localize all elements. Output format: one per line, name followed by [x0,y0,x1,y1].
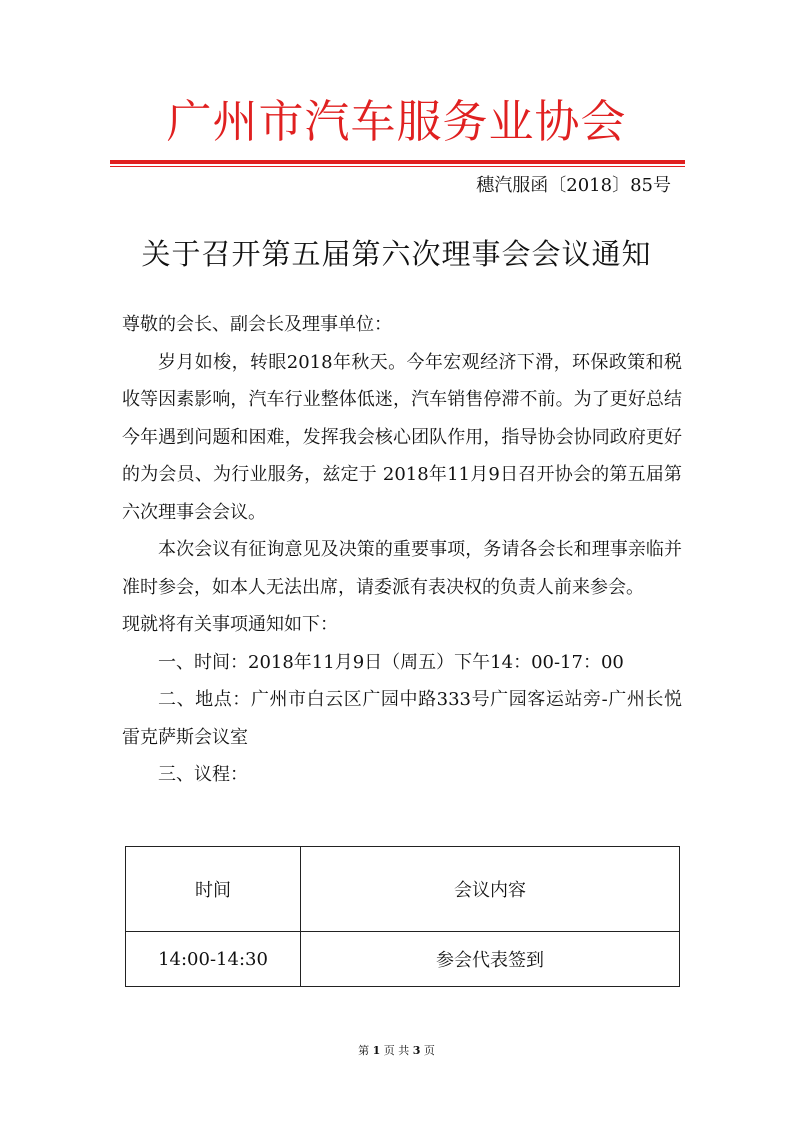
table-row [126,932,680,987]
agenda-header-row [126,847,680,932]
paragraph-2: 本次会议有征询意见及决策的重要事项，务请各会长和理事亲临并准时参会，如本人无法出席，请委派有表决权的负责人前来参会。 [122,539,682,598]
footer-mid: 页 共 [383,1044,410,1057]
letterhead-rule-thin [110,166,685,167]
footer-suffix: 页 [423,1044,435,1057]
agenda-cell-content: 参会代表签到 [301,932,680,987]
footer-prefix: 第 [358,1044,370,1057]
page-footer [0,1043,793,1059]
letterhead-rule-thick [110,160,685,164]
item-location: 二、地点：广州市白云区广园中路333号广园客运站旁-广州长悦雷克萨斯会议室 [122,689,682,748]
document-body [122,306,682,794]
item-time: 一、时间：2018年11月9日（周五）下午14：00-17：00 [158,651,624,673]
document-title: 关于召开第五届第六次理事会会议通知 [141,237,652,271]
agenda-header-content: 会议内容 [301,847,680,932]
agenda-table [125,846,680,987]
paragraph-1: 岁月如梭，转眼2018年秋天。今年宏观经济下滑，环保政策和税收等因素影响，汽车行业整体低迷，汽车销售停滞不前。为了更好总结今年遇到问题和困难，发挥我会核心团队作用，指导协会协同政府更好的为会员、为行业服务，兹定于 2018年11月9日召开协会的第五届第六次理事会会议。 [122,351,682,523]
salutation: 尊敬的会长、副会长及理事单位： [122,314,392,335]
item-agenda: 三、议程： [158,764,248,785]
letterhead-title: 广州市汽车服务业协会 [166,95,627,148]
document-number: 穗汽服函〔2018〕85号 [476,175,671,196]
footer-page-number: 1 [372,1044,381,1057]
footer-total-pages: 3 [412,1044,421,1057]
agenda-header-time: 时间 [126,847,301,932]
agenda-cell-time: 14:00-14:30 [126,932,301,987]
intro-line: 现就将有关事项通知如下： [122,614,338,635]
